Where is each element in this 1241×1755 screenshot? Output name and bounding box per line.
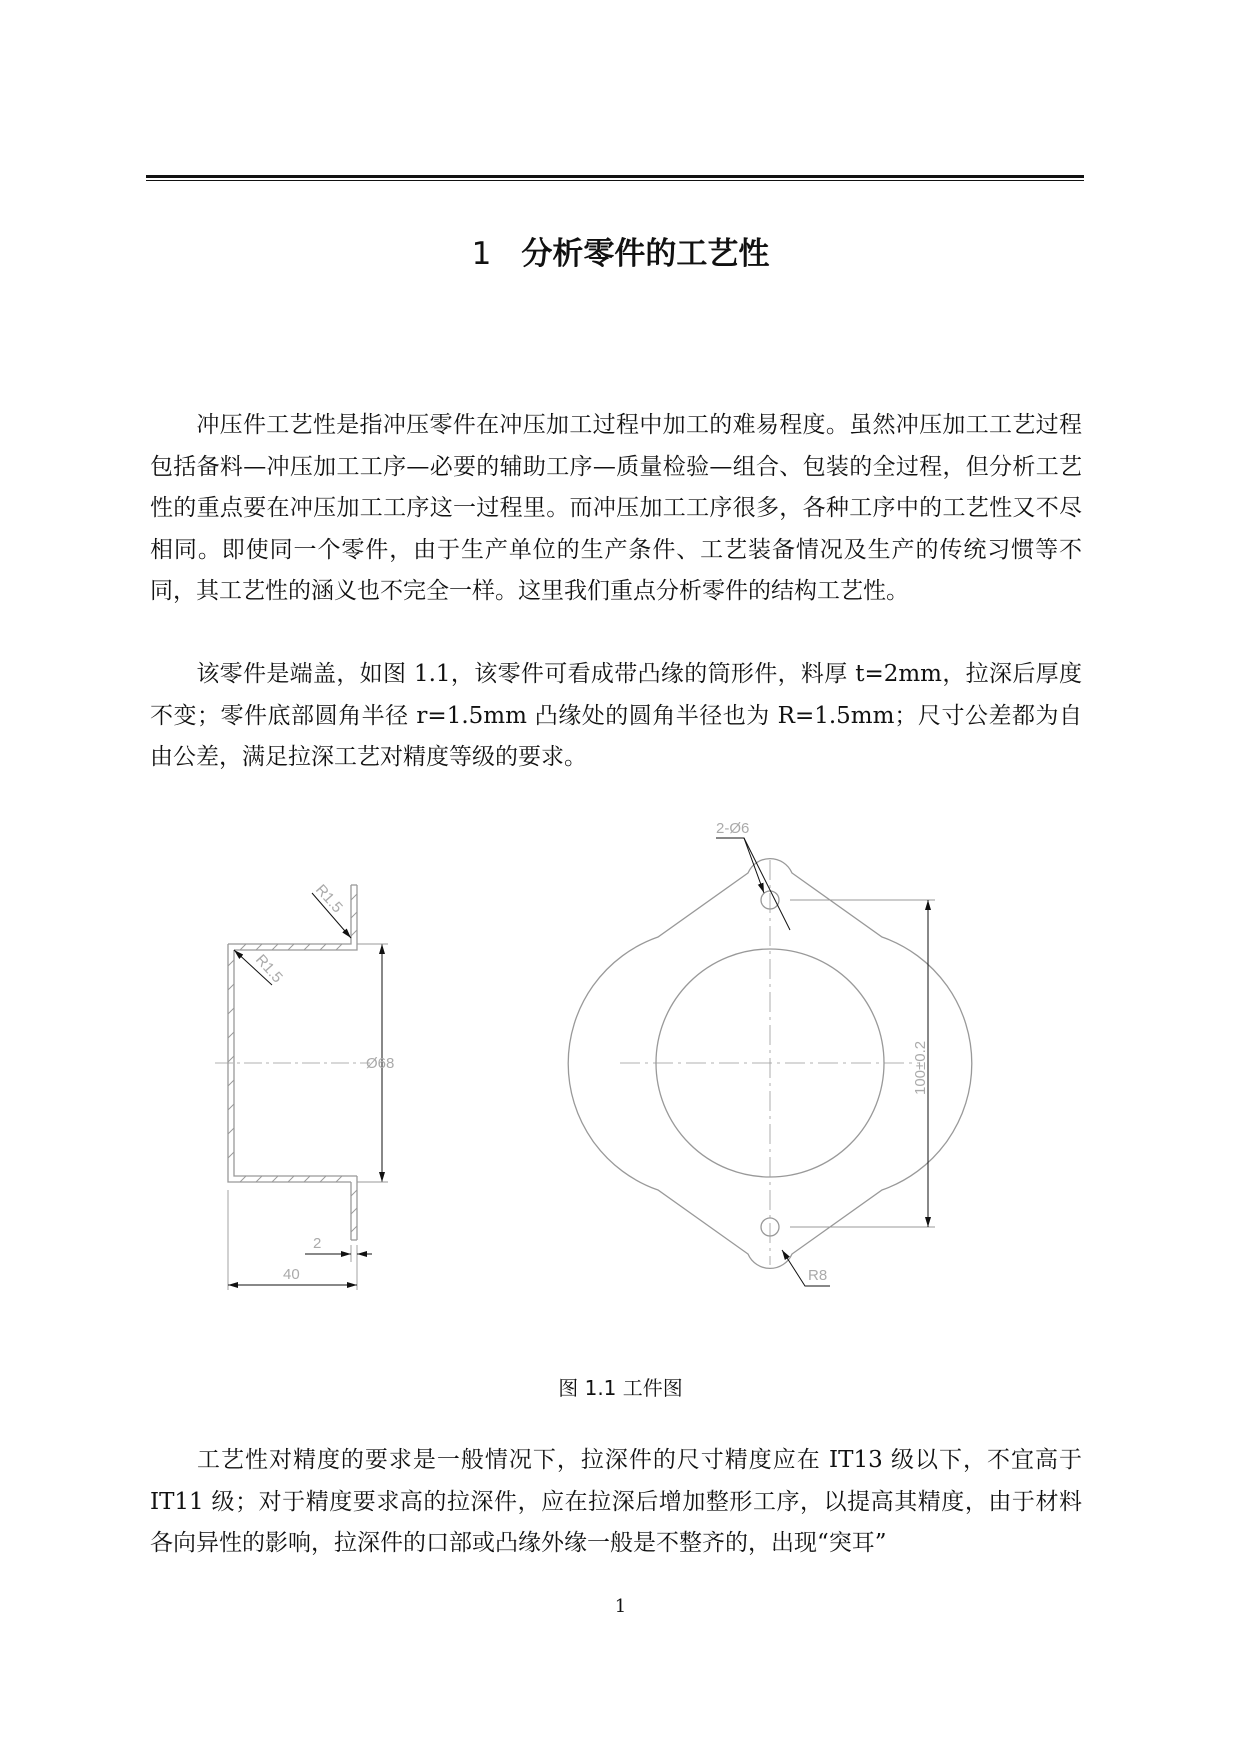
dim-r-ear: R8 bbox=[808, 1267, 828, 1284]
dim-r-bottom: R1.5 bbox=[252, 951, 286, 987]
chapter-title: 分析零件的工艺性 bbox=[521, 236, 770, 272]
figure-caption: 图 1.1 工件图 bbox=[558, 1376, 683, 1400]
paragraph-2-text: 该零件是端盖，如图 1.1，该零件可看成带凸缘的筒形件，料厚 t=2mm，拉深后厚度不变；零件底部圆角半径 r=1.5mm 凸缘处的圆角半径也为 R=1.5mm；尺寸公差都为自由公差，满足拉深工艺对精度等级的要求。 bbox=[150, 661, 1082, 770]
paragraph-3-text: 工艺性对精度的要求是一般情况下，拉深件的尺寸精度应在 IT13 级以下，不宜高于 IT11 级；对于精度要求高的拉深件，应在拉深后增加整形工序，以提高其精度，由于材料各向异性的影响，拉深件的口部或凸缘外缘一般是不整齐的，出现“突耳” bbox=[150, 1447, 1082, 1556]
chapter-number: 1 bbox=[471, 236, 492, 272]
dim-diameter: Ø68 bbox=[366, 1055, 395, 1072]
paragraph-1-text: 冲压件工艺性是指冲压零件在冲压加工过程中加工的难易程度。虽然冲压加工工艺过程包括备料—冲压加工工序—必要的辅助工序—质量检验—组合、包装的全过程，但分析工艺性的重点要在冲压加工工序这一过程里。而冲压加工工序很多，各种工序中的工艺性又不尽相同。即使同一个零件，由于生产单位的生产条件、工艺装备情况及生产的传统习惯等不同，其工艺性的涵义也不完全一样。这里我们重点分析零件的结构工艺性。 bbox=[150, 412, 1082, 604]
page-number: 1 bbox=[614, 1596, 627, 1617]
dim-holes: 2-Ø6 bbox=[716, 820, 750, 837]
dim-height: 40 bbox=[283, 1266, 300, 1283]
section-view bbox=[215, 885, 388, 1290]
dim-r-flange: R1.5 bbox=[312, 881, 346, 917]
dim-thickness: 2 bbox=[313, 1235, 322, 1252]
paragraph-3 bbox=[150, 1440, 1082, 1565]
dim-center-distance: 100±0.2 bbox=[912, 1040, 929, 1095]
